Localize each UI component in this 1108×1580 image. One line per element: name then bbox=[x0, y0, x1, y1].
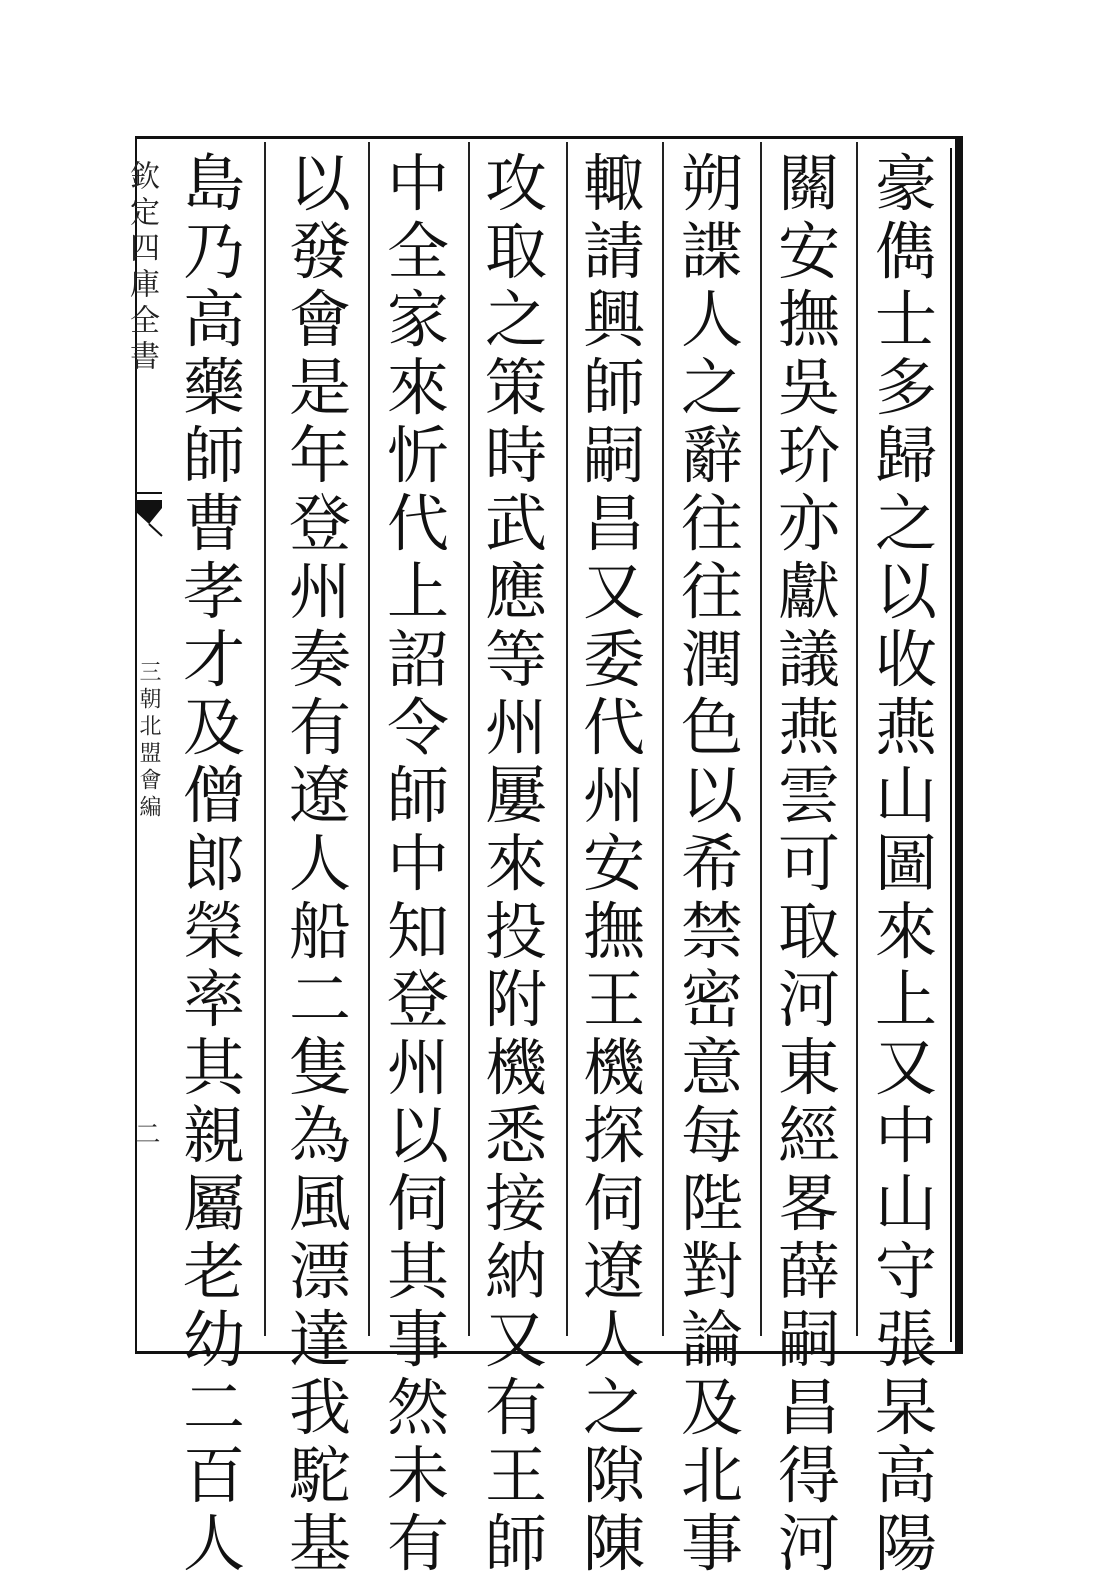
text-character: 人 bbox=[582, 1303, 645, 1376]
text-character: 投 bbox=[484, 895, 547, 968]
text-character: 雲 bbox=[777, 759, 840, 832]
text-character: 有 bbox=[484, 1371, 547, 1444]
text-character: 機 bbox=[484, 1031, 547, 1104]
text-character: 張 bbox=[874, 1303, 937, 1376]
text-character: 對 bbox=[680, 1235, 743, 1308]
text-character: 孝 bbox=[182, 555, 245, 628]
text-character: 亦 bbox=[777, 487, 840, 560]
text-character: 機 bbox=[582, 1031, 645, 1104]
text-character: 才 bbox=[182, 623, 245, 696]
text-character: 忻 bbox=[386, 419, 449, 492]
text-character: 士 bbox=[874, 283, 937, 356]
text-character: 未 bbox=[386, 1439, 449, 1512]
text-character: 以 bbox=[874, 555, 937, 628]
text-character: 詔 bbox=[386, 623, 449, 696]
text-character: 禁 bbox=[680, 895, 743, 968]
text-character: 得 bbox=[777, 1439, 840, 1512]
text-character: 高 bbox=[182, 283, 245, 356]
text-character: 安 bbox=[777, 215, 840, 288]
text-column bbox=[171, 147, 257, 1580]
text-character: 儁 bbox=[874, 215, 937, 288]
text-character: 以 bbox=[680, 759, 743, 832]
text-character: 武 bbox=[484, 487, 547, 560]
text-character: 中 bbox=[386, 147, 449, 220]
text-character: 州 bbox=[386, 1031, 449, 1104]
text-character: 潤 bbox=[680, 623, 743, 696]
text-character: 等 bbox=[484, 623, 547, 696]
text-character: 師 bbox=[386, 759, 449, 832]
text-character: 撫 bbox=[582, 895, 645, 968]
text-character: 接 bbox=[484, 1167, 547, 1240]
column-rule bbox=[856, 142, 858, 1336]
text-character: 興 bbox=[582, 283, 645, 356]
text-character: 隙 bbox=[582, 1439, 645, 1512]
text-character: 榮 bbox=[182, 895, 245, 968]
text-character: 嗣 bbox=[582, 419, 645, 492]
text-character: 及 bbox=[182, 691, 245, 764]
margin-page-number: 二 bbox=[130, 1120, 160, 1146]
text-character: 又 bbox=[874, 1031, 937, 1104]
text-character: 率 bbox=[182, 963, 245, 1036]
text-character: 其 bbox=[386, 1235, 449, 1308]
text-character: 論 bbox=[680, 1303, 743, 1376]
text-character: 二 bbox=[182, 1371, 245, 1444]
text-character: 屢 bbox=[484, 759, 547, 832]
text-character: 州 bbox=[288, 555, 351, 628]
text-character: 來 bbox=[386, 351, 449, 424]
text-character: 僧 bbox=[182, 759, 245, 832]
text-character: 收 bbox=[874, 623, 937, 696]
text-character: 師 bbox=[484, 1507, 547, 1580]
text-character: 乃 bbox=[182, 215, 245, 288]
text-character: 河 bbox=[777, 1507, 840, 1580]
text-character: 密 bbox=[680, 963, 743, 1036]
text-character: 燕 bbox=[777, 691, 840, 764]
text-character: 以 bbox=[386, 1099, 449, 1172]
text-character: 知 bbox=[386, 895, 449, 968]
text-character: 事 bbox=[386, 1303, 449, 1376]
text-character: 取 bbox=[777, 895, 840, 968]
text-character: 漂 bbox=[288, 1235, 351, 1308]
text-character: 陽 bbox=[874, 1507, 937, 1580]
text-column bbox=[277, 147, 363, 1580]
text-character: 登 bbox=[288, 487, 351, 560]
margin-book-title: 欽定四庫全書 bbox=[124, 160, 159, 376]
text-character: 探 bbox=[582, 1099, 645, 1172]
column-rule bbox=[662, 142, 664, 1336]
text-character: 藥 bbox=[182, 351, 245, 424]
text-character: 北 bbox=[680, 1439, 743, 1512]
column-rule bbox=[264, 142, 266, 1336]
text-character: 是 bbox=[288, 351, 351, 424]
text-character: 納 bbox=[484, 1235, 547, 1308]
text-character: 以 bbox=[288, 147, 351, 220]
text-character: 幼 bbox=[182, 1303, 245, 1376]
text-character: 每 bbox=[680, 1099, 743, 1172]
text-character: 又 bbox=[484, 1303, 547, 1376]
text-character: 安 bbox=[582, 827, 645, 900]
text-character: 發 bbox=[288, 215, 351, 288]
text-character: 應 bbox=[484, 555, 547, 628]
text-column bbox=[863, 147, 949, 1580]
text-character: 朔 bbox=[680, 147, 743, 220]
text-column bbox=[766, 147, 852, 1580]
text-character: 圖 bbox=[874, 827, 937, 900]
text-character: 之 bbox=[874, 487, 937, 560]
column-rule bbox=[468, 142, 470, 1336]
text-column bbox=[669, 147, 755, 1580]
text-character: 多 bbox=[874, 351, 937, 424]
text-character: 悉 bbox=[484, 1099, 547, 1172]
text-character: 中 bbox=[386, 827, 449, 900]
text-character: 隻 bbox=[288, 1031, 351, 1104]
text-character: 關 bbox=[777, 147, 840, 220]
text-column bbox=[571, 147, 657, 1580]
text-column bbox=[473, 147, 559, 1580]
text-character: 親 bbox=[182, 1099, 245, 1172]
column-rule bbox=[368, 142, 370, 1336]
text-character: 往 bbox=[680, 487, 743, 560]
text-character: 附 bbox=[484, 963, 547, 1036]
text-character: 策 bbox=[484, 351, 547, 424]
text-character: 意 bbox=[680, 1031, 743, 1104]
text-character: 吳 bbox=[777, 351, 840, 424]
text-character: 奏 bbox=[288, 623, 351, 696]
text-character: 色 bbox=[680, 691, 743, 764]
text-character: 畧 bbox=[777, 1167, 840, 1240]
text-column bbox=[375, 147, 461, 1580]
text-character: 令 bbox=[386, 691, 449, 764]
text-character: 昌 bbox=[582, 487, 645, 560]
text-character: 經 bbox=[777, 1099, 840, 1172]
text-character: 駝 bbox=[288, 1439, 351, 1512]
text-character: 州 bbox=[484, 691, 547, 764]
text-character: 上 bbox=[874, 963, 937, 1036]
text-character: 州 bbox=[582, 759, 645, 832]
text-character: 年 bbox=[288, 419, 351, 492]
text-character: 獻 bbox=[777, 555, 840, 628]
text-character: 來 bbox=[484, 827, 547, 900]
text-character: 希 bbox=[680, 827, 743, 900]
text-character: 往 bbox=[680, 555, 743, 628]
text-character: 可 bbox=[777, 827, 840, 900]
text-character: 其 bbox=[182, 1031, 245, 1104]
text-character: 豪 bbox=[874, 147, 937, 220]
text-character: 之 bbox=[582, 1371, 645, 1444]
text-character: 老 bbox=[182, 1235, 245, 1308]
text-character: 辭 bbox=[680, 419, 743, 492]
text-character: 人 bbox=[680, 283, 743, 356]
text-character: 時 bbox=[484, 419, 547, 492]
text-character: 議 bbox=[777, 623, 840, 696]
text-character: 燕 bbox=[874, 691, 937, 764]
text-character: 有 bbox=[386, 1507, 449, 1580]
text-character: 取 bbox=[484, 215, 547, 288]
text-character: 又 bbox=[582, 555, 645, 628]
text-character: 攻 bbox=[484, 147, 547, 220]
text-character: 百 bbox=[182, 1439, 245, 1512]
text-character: 歸 bbox=[874, 419, 937, 492]
text-character: 代 bbox=[582, 691, 645, 764]
text-character: 島 bbox=[182, 147, 245, 220]
text-character: 代 bbox=[386, 487, 449, 560]
text-character: 王 bbox=[582, 963, 645, 1036]
text-character: 曹 bbox=[182, 487, 245, 560]
text-character: 杲 bbox=[874, 1371, 937, 1444]
text-character: 守 bbox=[874, 1235, 937, 1308]
text-character: 達 bbox=[288, 1303, 351, 1376]
text-character: 伺 bbox=[582, 1167, 645, 1240]
text-character: 會 bbox=[288, 283, 351, 356]
text-character: 東 bbox=[777, 1031, 840, 1104]
text-character: 然 bbox=[386, 1371, 449, 1444]
text-character: 之 bbox=[680, 351, 743, 424]
column-rule bbox=[566, 142, 568, 1336]
text-character: 遼 bbox=[288, 759, 351, 832]
text-character: 人 bbox=[182, 1507, 245, 1580]
text-character: 嗣 bbox=[777, 1303, 840, 1376]
text-character: 薛 bbox=[777, 1235, 840, 1308]
text-character: 有 bbox=[288, 691, 351, 764]
text-character: 基 bbox=[288, 1507, 351, 1580]
text-character: 家 bbox=[386, 283, 449, 356]
text-character: 師 bbox=[182, 419, 245, 492]
inner-border-line bbox=[950, 148, 952, 1342]
text-character: 之 bbox=[484, 283, 547, 356]
text-character: 河 bbox=[777, 963, 840, 1036]
text-character: 山 bbox=[874, 759, 937, 832]
text-character: 風 bbox=[288, 1167, 351, 1240]
text-character: 郎 bbox=[182, 827, 245, 900]
text-character: 二 bbox=[288, 963, 351, 1036]
margin-section-title: 三朝北盟會編 bbox=[136, 660, 161, 822]
text-character: 登 bbox=[386, 963, 449, 1036]
column-rule bbox=[760, 142, 762, 1336]
text-character: 玠 bbox=[777, 419, 840, 492]
text-character: 高 bbox=[874, 1439, 937, 1512]
text-character: 山 bbox=[874, 1167, 937, 1240]
text-character: 諜 bbox=[680, 215, 743, 288]
text-character: 撫 bbox=[777, 283, 840, 356]
text-character: 輙 bbox=[582, 147, 645, 220]
text-character: 委 bbox=[582, 623, 645, 696]
text-character: 事 bbox=[680, 1507, 743, 1580]
text-character: 人 bbox=[288, 827, 351, 900]
text-character: 來 bbox=[874, 895, 937, 968]
text-character: 遼 bbox=[582, 1235, 645, 1308]
text-character: 中 bbox=[874, 1099, 937, 1172]
text-character: 伺 bbox=[386, 1167, 449, 1240]
text-character: 師 bbox=[582, 351, 645, 424]
text-character: 船 bbox=[288, 895, 351, 968]
text-character: 請 bbox=[582, 215, 645, 288]
fishtail-mark-icon bbox=[136, 490, 168, 540]
text-character: 屬 bbox=[182, 1167, 245, 1240]
text-character: 昌 bbox=[777, 1371, 840, 1444]
text-character: 陳 bbox=[582, 1507, 645, 1580]
text-character: 王 bbox=[484, 1439, 547, 1512]
text-character: 為 bbox=[288, 1099, 351, 1172]
text-character: 我 bbox=[288, 1371, 351, 1444]
text-character: 全 bbox=[386, 215, 449, 288]
text-character: 上 bbox=[386, 555, 449, 628]
text-character: 及 bbox=[680, 1371, 743, 1444]
text-character: 陛 bbox=[680, 1167, 743, 1240]
